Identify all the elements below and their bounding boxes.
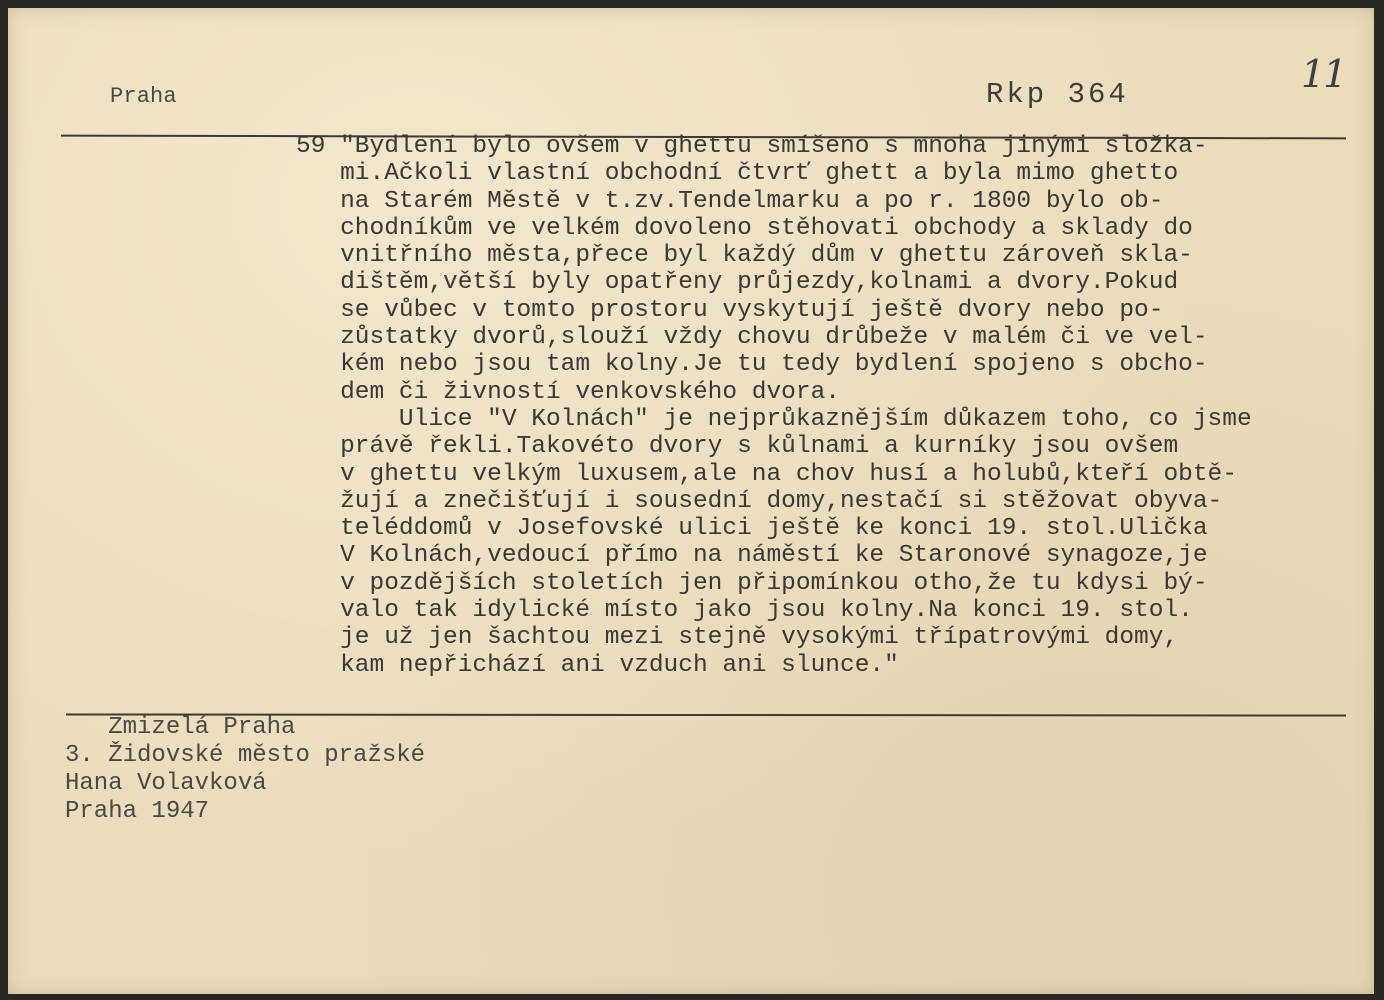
text-line: se vůbec v tomto prostoru vyskytují ještě dvory nebo po- bbox=[296, 296, 1164, 324]
text-line: zůstatky dvorů,slouží vždy chovu drůbeže v malém či ve vel- bbox=[296, 324, 1208, 352]
text-line: chodníkům ve velkém dovoleno stěhovati obchody a sklady do bbox=[296, 214, 1193, 242]
handwritten-page-number: 11 bbox=[1301, 52, 1346, 96]
source-title: Zmizelá Praha bbox=[65, 714, 296, 741]
text-line: dem či živností venkovského dvora. bbox=[296, 378, 840, 406]
text-line: kam nepřichází ani vzduch ani slunce." bbox=[296, 651, 899, 679]
text-line: je už jen šachtou mezi stejně vysokými třípatrovými domy, bbox=[296, 624, 1179, 652]
text-line: v ghettu velkým luxusem,ale na chov husí a holubů,kteří obtě- bbox=[296, 460, 1237, 488]
text-line: žují a znečišťují i sousední domy,nestačí si stěžovat obyva- bbox=[296, 487, 1223, 515]
text-line: Ulice "V Kolnách" je nejprůkaznějším důkazem toho, co jsme bbox=[296, 405, 1252, 433]
quoted-text bbox=[296, 133, 1366, 679]
manuscript-signature: Rkp 364 bbox=[986, 78, 1129, 111]
text-line: valo tak idylické místo jako jsou kolny.Na konci 19. stol. bbox=[296, 597, 1193, 625]
text-line: v pozdějších stoletích jen připomínkou otho,že tu kdysi bý- bbox=[296, 569, 1208, 597]
text-line: dištěm,větší byly opatřeny průjezdy,kolnami a dvory.Pokud bbox=[296, 269, 1179, 297]
source-publication: Praha 1947 bbox=[65, 798, 210, 825]
source-author: Hana Volavková bbox=[65, 770, 267, 797]
source-citation bbox=[65, 714, 425, 826]
text-line: V Kolnách,vedoucí přímo na náměstí ke Staronové synagoze,je bbox=[296, 542, 1208, 570]
text-line: právě řekli.Takovéto dvory s kůlnami a kurníky jsou ovšem bbox=[296, 433, 1179, 461]
text-line: teléddomů v Josefovské ulici ještě ke konci 19. stol.Ulička bbox=[296, 515, 1208, 543]
text-line: vnitřního města,přece byl každý dům v ghettu zároveň skla- bbox=[296, 242, 1193, 270]
text-line: mi.Ačkoli vlastní obchodní čtvrť ghett a byla mimo ghetto bbox=[296, 160, 1179, 188]
source-volume: 3. Židovské město pražské bbox=[65, 742, 426, 769]
archive-card bbox=[8, 8, 1374, 994]
text-line: 59 "Bydlení bylo ovšem v ghettu smíšeno s mnoha jinými složka- bbox=[296, 133, 1208, 160]
city-heading: Praha bbox=[110, 84, 177, 109]
text-line: kém nebo jsou tam kolny.Je tu tedy bydlení spojeno s obcho- bbox=[296, 351, 1208, 379]
text-line: na Starém Městě v t.zv.Tendelmarku a po r. 1800 bylo ob- bbox=[296, 187, 1164, 215]
